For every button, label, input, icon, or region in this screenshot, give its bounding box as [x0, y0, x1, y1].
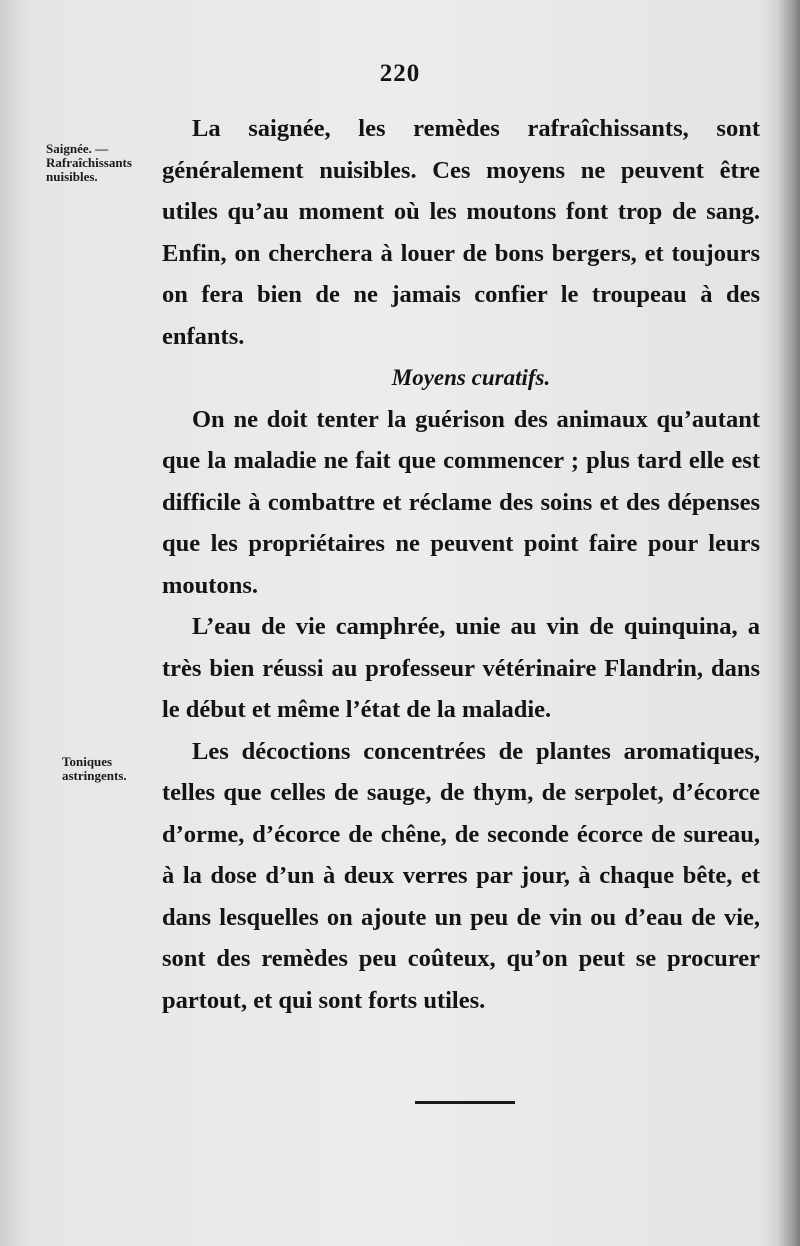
- main-text: [162, 108, 760, 1021]
- page-number: 220: [379, 60, 421, 87]
- paragraph-eau-de-vie: L’eau de vie camphrée, unie au vin de quinquina, a très bien réussi au professeur vétérinaire Flandrin, dans le début et même l’état de la maladie.: [162, 613, 760, 723]
- end-rule: [415, 1101, 515, 1104]
- paragraph-guerison: On ne doit tenter la guérison des animaux qu’autant que la maladie ne fait que commencer ; plus tard elle est difficile à combattre et réclame des soins et des dépenses que les propriétaires ne peuvent point faire pour leurs moutons.: [162, 405, 760, 599]
- paragraph-saignee: La saignée, les remèdes rafraîchissants, sont généralement nuisibles. Ces moyens ne peuvent être utiles qu’au moment où les moutons font trop de sang. Enfin, on cherchera à louer de bons bergers, et toujours on fera bien de ne jamais confier le troupeau à des enfants.: [162, 115, 760, 350]
- paragraph-decoctions: Les décoctions concentrées de plantes aromatiques, telles que celles de sauge, de thym, de serpolet, d’écorce d’orme, d’écorce de chêne, de seconde écorce de sureau, à la dose d’un à deux verres par jour, à chaque bête, et dans lesquelles on ajoute un peu de vin ou d’eau de vie, sont des remèdes peu coûteux, qu’on peut se procurer partout, et qui sont forts utiles.: [162, 737, 760, 1014]
- margin-note-saignee: Saignée. — Rafraîchissants nuisibles.: [46, 141, 132, 184]
- section-heading-moyens-curatifs: Moyens curatifs.: [391, 365, 551, 390]
- page-edge-shadow: [778, 0, 800, 1246]
- margin-note-toniques: Toniques astringents.: [62, 754, 127, 783]
